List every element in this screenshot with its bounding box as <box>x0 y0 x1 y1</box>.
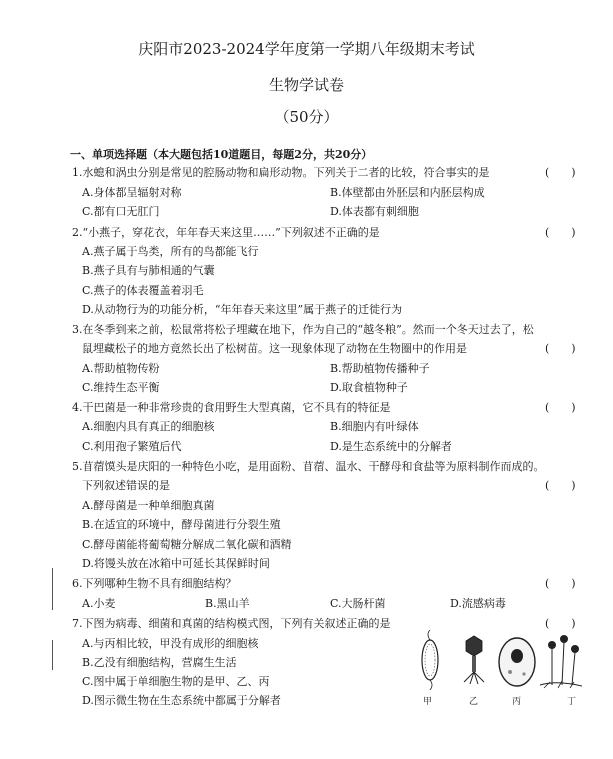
q1-option-d: D.体表都有刺细胞 <box>330 205 419 218</box>
mold-diagram <box>540 635 582 688</box>
q5-stem-line2: 下列叙述错误的是 <box>82 479 170 492</box>
q1-answer-bracket: ( ) <box>545 166 576 179</box>
q3-option-a: A.帮助植物传粉 <box>82 362 160 375</box>
q4-option-c: C.利用孢子繁殖后代 <box>82 440 182 453</box>
microorganism-figure <box>412 630 582 690</box>
q4-answer-bracket: ( ) <box>545 401 576 414</box>
exam-title: 庆阳市2023-2024学年度第一学期八年级期末考试 <box>138 40 475 58</box>
margin-mark <box>52 640 53 670</box>
q6-option-d: D.流感病毒 <box>450 597 506 610</box>
q3-stem-line1: 3.在冬季到来之前，松鼠常将松子埋藏在地下，作为自己的“越冬粮”。然而一个冬天过去了，松 <box>72 323 534 336</box>
q3-option-b: B.帮助植物传播种子 <box>330 362 430 375</box>
q5-stem-line1: 5.苜蓿馍头是庆阳的一种特色小吃，是用面粉、苜蓿、温水、干酵母和食盐等为原料制作而成的。 <box>72 460 545 473</box>
exam-score: （50分） <box>274 108 339 126</box>
q5-answer-bracket: ( ) <box>545 479 576 492</box>
q2-stem: 2.“小燕子，穿花衣，年年春天来这里……”下列叙述不正确的是 <box>72 226 380 239</box>
q2-answer-bracket: ( ) <box>545 226 576 239</box>
q5-option-d: D.将馒头放在冰箱中可延长其保鲜时间 <box>82 557 270 570</box>
q7-option-d: D.图示微生物在生态系统中都属于分解者 <box>82 694 281 707</box>
figure-label-jia: 甲 <box>423 697 433 707</box>
q3-option-c: C.维持生态平衡 <box>82 381 160 394</box>
q5-option-c: C.酵母菌能将葡萄糖分解成二氧化碳和酒精 <box>82 538 292 551</box>
q7-stem: 7.下图为病毒、细菌和真菌的结构模式图，下列有关叙述正确的是 <box>72 617 391 630</box>
q5-option-a: A.酵母菌是一种单细胞真菌 <box>82 499 215 512</box>
q5-option-b: B.在适宜的环境中，酵母菌进行分裂生殖 <box>82 518 281 531</box>
margin-mark <box>52 568 53 610</box>
q2-option-a: A.燕子属于鸟类，所有的鸟都能飞行 <box>82 245 259 258</box>
bacterium-diagram <box>422 630 438 690</box>
q3-stem-line2: 鼠埋藏松子的地方竟然长出了松树苗。这一现象体现了动物在生物圈中的作用是 <box>82 342 467 355</box>
q1-option-b: B.体壁都由外胚层和内胚层构成 <box>330 186 485 199</box>
figure-label-ding: 丁 <box>567 697 577 707</box>
q6-answer-bracket: ( ) <box>545 577 576 590</box>
q6-stem: 6.下列哪种生物不具有细胞结构？ <box>72 577 237 590</box>
q3-option-d: D.取食植物种子 <box>330 381 408 394</box>
q1-option-a: A.身体都呈辐射对称 <box>82 186 182 199</box>
q2-option-c: C.燕子的体表覆盖着羽毛 <box>82 284 204 297</box>
figure-label-yi: 乙 <box>469 697 479 707</box>
q7-option-a: A.与丙相比较，甲没有成形的细胞核 <box>82 637 259 650</box>
q4-option-b: B.细胞内有叶绿体 <box>330 420 419 433</box>
q3-answer-bracket: ( ) <box>545 342 576 355</box>
q4-option-d: D.是生态系统中的分解者 <box>330 440 452 453</box>
q7-option-c: C.图中属于单细胞生物的是甲、乙、丙 <box>82 675 270 688</box>
section-heading: 一、单项选择题（本大题包括10道题目，每题2分，共20分） <box>70 148 373 161</box>
q2-option-d: D.从动物行为的功能分析，“年年春天来这里”属于燕子的迁徙行为 <box>82 303 403 316</box>
q6-option-b: B.黑山羊 <box>205 597 250 610</box>
q1-stem: 1.水螅和涡虫分别是常见的腔肠动物和扁形动物。下列关于二者的比较，符合事实的是 <box>72 166 490 179</box>
q2-option-b: B.燕子具有与肺相通的气囊 <box>82 264 215 277</box>
q7-answer-bracket: ( ) <box>545 617 576 630</box>
q6-option-a: A.小麦 <box>82 597 116 610</box>
q6-option-c: C.大肠杆菌 <box>330 597 386 610</box>
virus-diagram <box>464 636 484 684</box>
yeast-diagram <box>499 638 535 686</box>
q1-option-c: C.都有口无肛门 <box>82 205 160 218</box>
q4-stem: 4.干巴菌是一种非常珍贵的食用野生大型真菌，它不具有的特征是 <box>72 401 391 414</box>
figure-label-bing: 丙 <box>512 697 522 707</box>
q4-option-a: A.细胞内具有真正的细胞核 <box>82 420 215 433</box>
exam-subtitle: 生物学试卷 <box>268 76 344 94</box>
q7-option-b: B.乙没有细胞结构，营腐生生活 <box>82 656 237 669</box>
